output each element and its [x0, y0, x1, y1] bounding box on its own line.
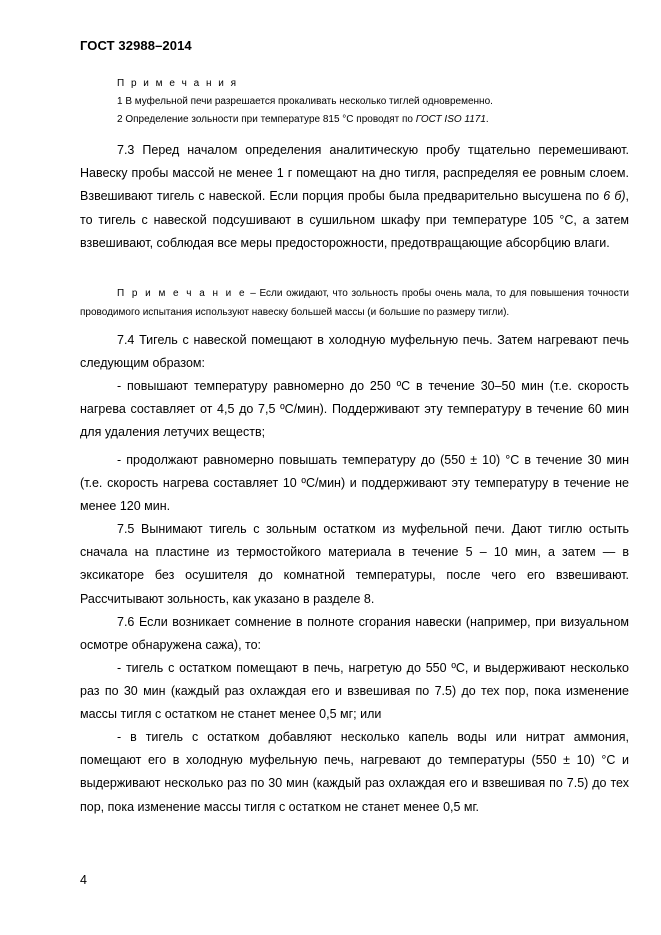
paragraph-7-6-option-2: - в тигель с остатком добавляют несколько капель воды или нитрат аммония, помещают его в холодную муфельную печь, нагревают до температуры (550 ± 10) °С и выдерживают несколько раз по 30 мин (каждый раз охлаждая его и взвешивая по 7.5) до тех пор, пока изменение массы тигля с остатком не станет менее 0,5 мг. — [80, 730, 629, 814]
page-number: 4 — [80, 873, 87, 887]
paragraph-7-5: 7.5 Вынимают тигель с зольным остатком из муфельной печи. Дают тиглю остыть сначала на пластине из термостойкого материала в течение 5 – 10 мин, а затем — в эксикаторе без осушителя до комнатной температуры, после чего его взвешивают. Рассчитывают зольность, как указано в разделе 8. — [80, 522, 629, 606]
paragraph-7-3-text-b: , то тигель с навеской подсушивают в сушильном шкафу при температуре 105 °С, а затем взвешивают, соблюдая все меры предосторожности, предотвращающие абсорбцию влаги. — [80, 189, 629, 250]
paragraph-7-6-intro: 7.6 Если возникает сомнение в полноте сгорания навески (например, при визуальном осмотре обнаружена сажа), то: — [80, 615, 629, 653]
paragraph-7-4-step-2: - продолжают равномерно повышать температуру до (550 ± 10) °С в течение 30 мин (т.е. скорость нагрева составляет 10 ºС/мин) и поддерживают эту температуру в течение не менее 120 мин. — [80, 453, 629, 514]
paragraph-7-4-intro: 7.4 Тигель с навеской помещают в холодную муфельную печь. Затем нагревают печь следующим образом: — [80, 333, 629, 371]
note-item-2-end: . — [485, 114, 489, 125]
note-item-2-text: 2 Определение зольности при температуре 815 °С проводят по — [117, 114, 416, 125]
notes-title: П р и м е ч а н и я — [117, 78, 239, 89]
paragraph-7-4-step-1: - повышают температуру равномерно до 250 ºС в течение 30–50 мин (т.е. скорость нагрева составляет от 4,5 до 7,5 ºС/мин). Поддерживают эту температуру в течение 60 мин для удаления летучих веществ; — [80, 379, 629, 440]
paragraph-7-3-text-a: 7.3 Перед началом определения аналитическую пробу тщательно перемешивают. Навеску пробы массой не менее 1 г помещают на дно тигля, распределяя ее ровным слоем. Взвешивают тигель с навеской. Если порция пробы была предварительно высушена по — [80, 143, 629, 204]
standard-header: ГОСТ 32988–2014 — [80, 38, 192, 53]
paragraph-7-3-reference: 6 б) — [603, 189, 626, 204]
note-middle-label: П р и м е ч а н и е — [117, 288, 247, 299]
paragraph-7-6-option-1: - тигель с остатком помещают в печь, нагретую до 550 ºС, и выдерживают несколько раз по 30 мин (каждый раз охлаждая его и взвешивая по 7.5) до тех пор, пока изменение массы тигля с остатком не станет менее 0,5 мг; или — [80, 661, 629, 722]
note-middle — [80, 284, 629, 322]
paragraph-7-3 — [80, 139, 629, 255]
note-item-2 — [117, 111, 637, 129]
notes-block-top — [117, 75, 637, 129]
note-item-2-reference: ГОСТ ISO 1171 — [415, 114, 486, 125]
note-middle-text: – Если ожидают, что зольность пробы очень мала, то для повышения точности проводимого испытания используют навеску большей массы (и большие по размеру тигли). — [80, 288, 629, 318]
note-item-1: 1 В муфельной печи разрешается прокаливать несколько тиглей одновременно. — [117, 96, 493, 107]
